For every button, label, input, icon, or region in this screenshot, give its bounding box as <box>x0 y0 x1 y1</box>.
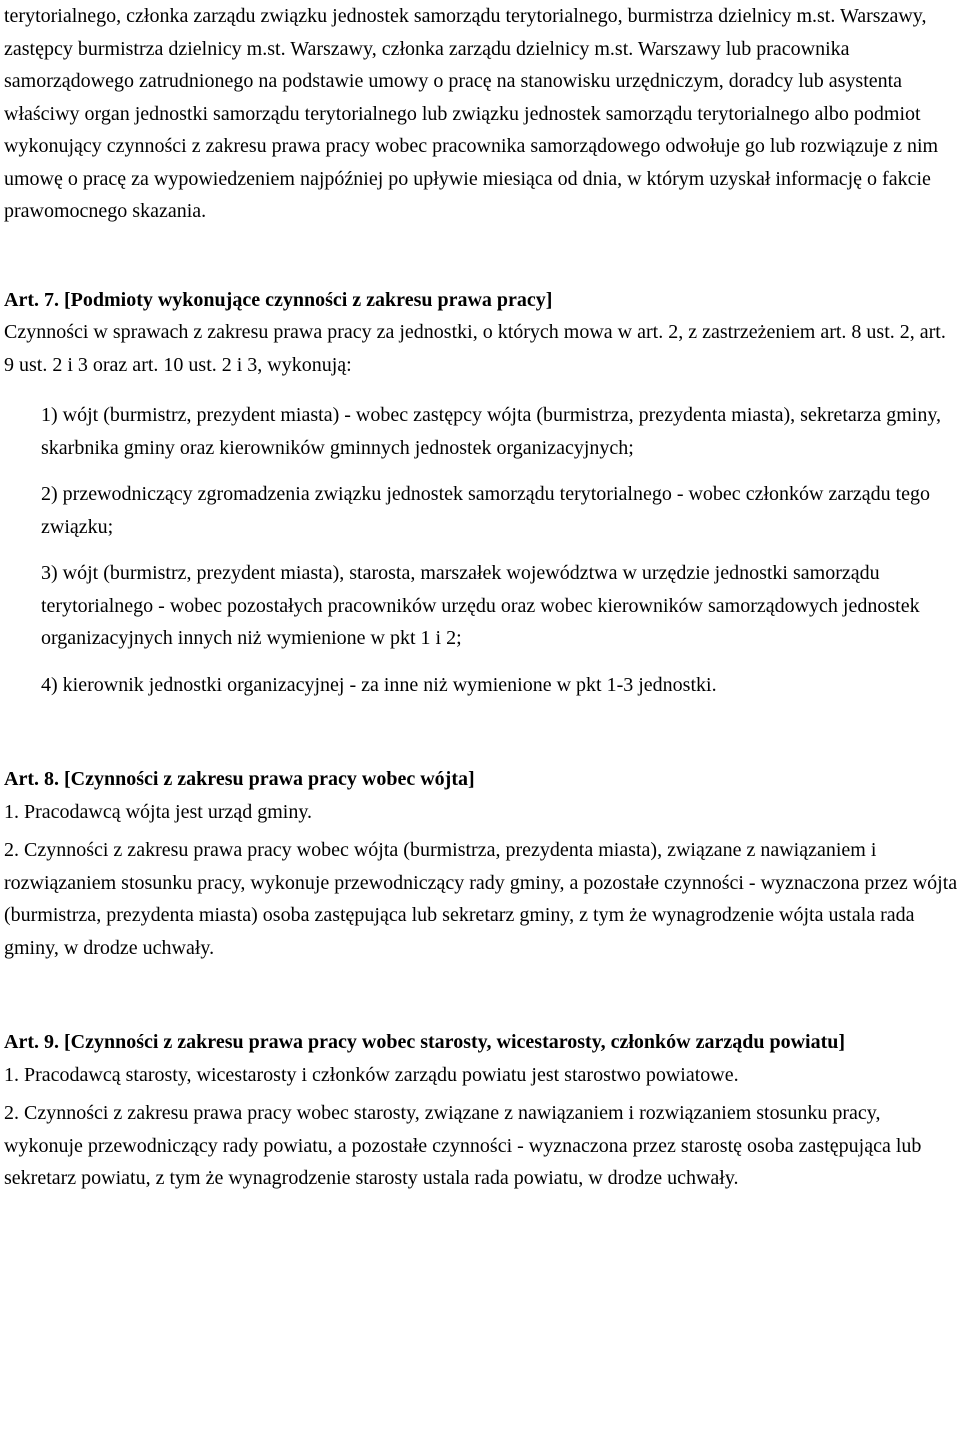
article-9-heading: Art. 9. [Czynności z zakresu prawa pracy wobec starosty, wicestarosty, członków zarządu powiatu] <box>4 1031 846 1053</box>
article-7-heading: Art. 7. [Podmioty wykonujące czynności z zakresu prawa pracy] <box>4 288 553 311</box>
article-8-heading: Art. 8. [Czynności z zakresu prawa pracy wobec wójta] <box>4 768 475 790</box>
article-8 <box>4 763 960 964</box>
article-7 <box>4 284 960 702</box>
article-8-paragraph-1: 1. Pracodawcą wójta jest urząd gminy. <box>4 800 313 823</box>
article-7-item-3: 3) wójt (burmistrz, prezydent miasta), starosta, marszałek województwa w urzędzie jednostki samorządu terytorialnego - wobec pozostałych pracowników urzędu oraz wobec kierowników samorządowych jednostek organizacyjnych innych niż wymienione w pkt 1 i 2; <box>41 562 920 649</box>
article-7-item-4: 4) kierownik jednostki organizacyjnej - za inne niż wymienione w pkt 1-3 jednostki. <box>41 673 717 696</box>
article-7-item-1: 1) wójt (burmistrz, prezydent miasta) - wobec zastępcy wójta (burmistrza, prezydenta miasta), sekretarza gminy, skarbnika gminy oraz kierowników gminnych jednostek organizacyjnych; <box>41 404 942 459</box>
article-9 <box>4 1026 960 1195</box>
article-9-paragraph-2: 2. Czynności z zakresu prawa pracy wobec starosty, związane z nawiązaniem i rozwiązaniem stosunku pracy, wykonuje przewodniczący rady powiatu, a pozostałe czynności - wyznaczona przez starostę osoba zastępująca lub sekretarz powiatu, z tym że wynagrodzenie starosty ustala rada powiatu, w drodze uchwały. <box>4 1102 922 1189</box>
article-7-lead: Czynności w sprawach z zakresu prawa pracy za jednostki, o których mowa w art. 2, z zastrzeżeniem art. 8 ust. 2, art. 9 ust. 2 i 3 oraz art. 10 ust. 2 i 3, wykonują: <box>4 321 946 376</box>
article-7-item-2: 2) przewodniczący zgromadzenia związku jednostek samorządu terytorialnego - wobec członków zarządu tego związku; <box>41 483 931 538</box>
article-8-paragraph-2: 2. Czynności z zakresu prawa pracy wobec wójta (burmistrza, prezydenta miasta), związane z nawiązaniem i rozwiązaniem stosunku pracy, wykonuje przewodniczący rady gminy, a pozostałe czynności - wyznaczona przez wójta (burmistrza, prezydenta miasta) osoba zastępująca lub sekretarz gminy, z tym że wynagrodzenie wójta ustala rada gminy, w drodze uchwały. <box>4 839 958 959</box>
article-9-paragraph-1: 1. Pracodawcą starosty, wicestarosty i członków zarządu powiatu jest starostwo powiatowe. <box>4 1063 739 1086</box>
intro-paragraph: terytorialnego, członka zarządu związku jednostek samorządu terytorialnego, burmistrza dzielnicy m.st. Warszawy, zastępcy burmistrza dzielnicy m.st. Warszawy, członka zarządu dzielnicy m.st. Warszawy lub pracownika samorządowego zatrudnionego na podstawie umowy o pracę na stanowisku urzędniczym, doradcy lub asystenta właściwy organ jednostki samorządu terytorialnego lub związku jednostek samorządu terytorialnego albo podmiot wykonujący czynności z zakresu prawa pracy wobec pracownika samorządowego odwołuje go lub rozwiązuje z nim umowę o pracę za wypowiedzeniem najpóźniej po upływie miesiąca od dnia, w którym uzyskał informację o fakcie prawomocnego skazania. <box>4 5 939 222</box>
